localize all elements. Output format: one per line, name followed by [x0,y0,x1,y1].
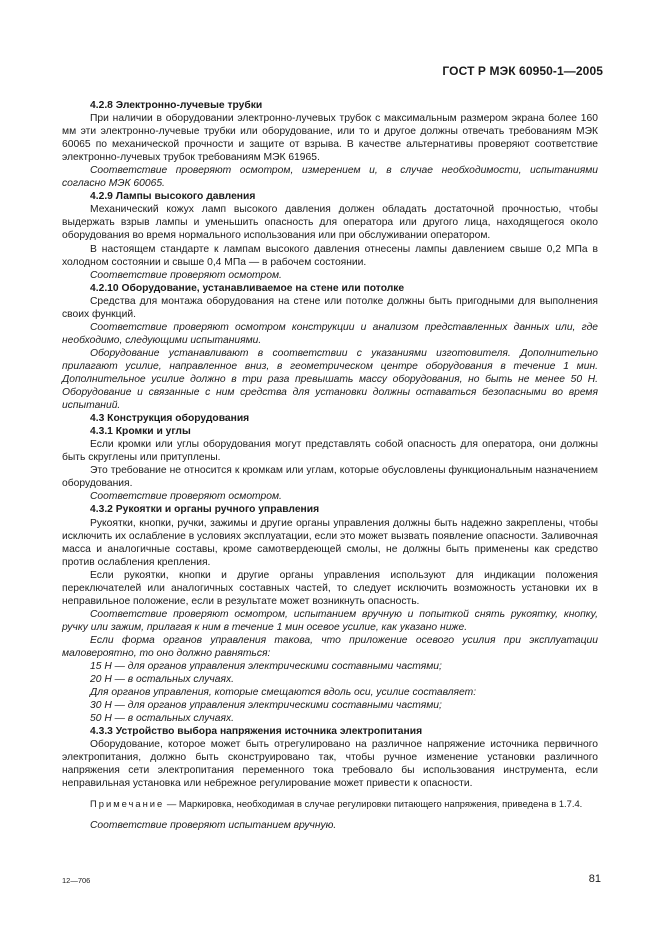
paragraph: Механический кожух ламп высокого давления должен обладать достаточной прочностью, чтобы выдержать взрыв лампы и уменьшить опасность для оператора или другого лица, находящегося около оборудования во время нормального использования или при обслуживании оператором. [62,204,598,242]
document-header: ГОСТ Р МЭК 60950-1—2005 [442,64,603,78]
paragraph: Оборудование, которое может быть отрегулировано на различное напряжение источника первичного электропитания, должно быть сконструировано так, чтобы ручное изменение установки различного напряжения сети электропитания переменного тока требовало бы использования инструмента, если неправильная установка или небрежное регулирование может привести к опасности. [62,739,598,790]
paragraph: Если кромки или углы оборудования могут представлять собой опасность для оператора, они должны быть скруглены или притуплены. [62,439,598,464]
page-number: 81 [588,873,601,885]
compliance-paragraph: Соответствие проверяют осмотром. [90,269,282,281]
paragraph: Это требование не относится к кромкам или углам, которые обусловлены функциональным назначением оборудования. [62,465,598,490]
note [62,797,598,810]
list-item: 30 Н — для органов управления электрическими составными частями; [90,700,442,712]
section-heading-4-2-10: 4.2.10 Оборудование, устанавливаемое на стене или потолке [90,282,405,294]
section-heading-4-2-9: 4.2.9 Лампы высокого давления [90,191,256,203]
note-label: Примечание [90,798,165,810]
footer-code: 12—706 [62,876,91,885]
section-heading-4-3-2: 4.3.2 Рукоятки и органы ручного управления [90,504,320,516]
paragraph: Средства для монтажа оборудования на стене или потолке должны быть пригодными для выполнения своих функций. [62,295,598,320]
paragraph: При наличии в оборудовании электронно-лучевых трубок с максимальным размером экрана более 160 мм эти электронно-лучевые трубки или оборудование, или то и другое должны отвечать требованиям МЭК 60065 по механической прочности и защите от взрыва. В качестве альтернативы проверяют соответствие электронно-лучевых трубок требованиям МЭК 61965. [62,113,598,164]
paragraph: В настоящем стандарте к лампам высокого давления отнесены лампы давлением свыше 0,2 МПа в холодном состоянии и свыше 0,4 МПа — в рабочем состоянии. [62,243,598,268]
section-heading-4-3-3: 4.3.3 Устройство выбора напряжения источника электропитания [90,726,423,738]
compliance-paragraph: Соответствие проверяют осмотром. [90,491,282,503]
compliance-paragraph: Соответствие проверяют осмотром, измерением и, в случае необходимости, испытаниями согласно МЭК 60065. [62,165,598,190]
page-body [62,99,598,832]
list-item: 15 Н — для органов управления электрическими составными частями; [90,661,442,673]
compliance-paragraph: Соответствие проверяют осмотром конструкции и анализом представленных данных или, где необходимо, следующими испытаниями. [62,321,598,346]
paragraph: Если рукоятки, кнопки и другие органы управления используют для индикации положения переключателей или аналогичных составных частей, то следует исключить возможность установки их в неправильное положение, если в результате может возникнуть опасность. [62,569,598,607]
compliance-paragraph: Соответствие проверяют осмотром, испытанием вручную и попыткой снять рукоятку, кнопку, ручку или зажим, прилагая к ним в течение 1 мин осевое усилие, как указано ниже. [62,608,598,633]
section-heading-4-2-8: 4.2.8 Электронно-лучевые трубки [90,100,263,111]
test-paragraph: Если форма органов управления такова, что приложение осевого усилия при эксплуатации маловероятно, то оно должно равняться: [62,634,598,659]
paragraph: Рукоятки, кнопки, ручки, зажимы и другие органы управления должны быть надежно закреплены, чтобы исключить их ослабление в условиях эксплуатации, если это может вызвать появление опасности. Заливочная масса и аналогичные составы, кроме самотвердеющей смолы, не должны быть применены как средство против ослабления крепления. [62,517,598,568]
list-item: 20 Н — в остальных случаях. [90,674,234,686]
section-heading-4-3: 4.3 Конструкция оборудования [90,413,250,425]
list-item: 50 Н — в остальных случаях. [90,713,234,725]
note-text: — Маркировка, необходимая в случае регулировки питающего напряжения, приведена в 1.7.4. [164,798,583,810]
compliance-paragraph: Соответствие проверяют испытанием вручную. [90,819,337,831]
section-heading-4-3-1: 4.3.1 Кромки и углы [90,426,191,438]
test-paragraph: Для органов управления, которые смещаются вдоль оси, усилие составляет: [90,687,477,699]
test-paragraph: Оборудование устанавливают в соответствии с указаниями изготовителя. Дополнительно прилагают усилие, направленное вниз, в геометрическом центре оборудования в течение 1 мин. Дополнительное усилие должно в три раза превышать массу оборудования, но быть не менее 50 Н. Оборудование и связанные с ним средства для установки должны оставаться безопасными во время испытаний. [62,347,598,412]
